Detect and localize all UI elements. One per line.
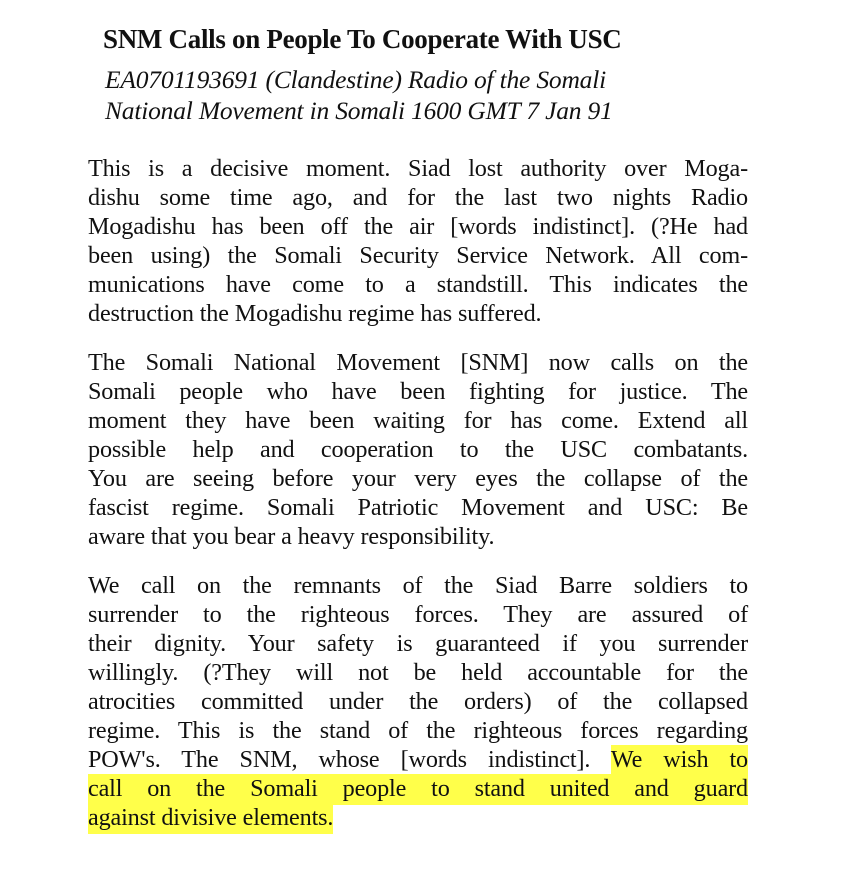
paragraph-line xyxy=(88,774,748,803)
paragraph-line: moment they have been waiting for has come. Extend all xyxy=(88,407,748,434)
plain-text: POW's. The SNM, whose [words indistinct]. xyxy=(88,746,611,773)
paragraph-line: regime. This is the stand of the righteous forces regarding xyxy=(88,717,748,744)
paragraph-line: munications have come to a standstill. This indicates the xyxy=(88,271,748,298)
paragraph-line: been using) the Somali Security Service Network. All com- xyxy=(88,242,748,269)
paragraph-line: We call on the remnants of the Siad Barre soldiers to xyxy=(88,572,748,599)
highlighted-text: against divisive elements. xyxy=(88,804,334,831)
highlighted-text: We wish to xyxy=(610,746,748,773)
article-headline: SNM Calls on People To Cooperate With USC xyxy=(103,24,622,54)
paragraph-line: dishu some time ago, and for the last two nights Radio xyxy=(88,184,748,211)
dateline-line-2: National Movement in Somali 1600 GMT 7 Jan 91 xyxy=(105,96,613,125)
paragraph-line: The Somali National Movement [SNM] now calls on the xyxy=(88,349,748,376)
article-dateline xyxy=(105,64,613,126)
paragraph-line: Somali people who have been fighting for justice. The xyxy=(88,378,748,405)
dateline-line-1: EA0701193691 (Clandestine) Radio of the Somali xyxy=(105,65,606,94)
paragraph-line: aware that you bear a heavy responsibility. xyxy=(88,523,495,550)
paragraph-line: Mogadishu has been off the air [words indistinct]. (?He had xyxy=(88,213,748,240)
paragraph-line: This is a decisive moment. Siad lost authority over Moga- xyxy=(88,155,748,182)
paragraph-line xyxy=(88,745,748,774)
paragraph-line: You are seeing before your very eyes the collapse of the xyxy=(88,465,748,492)
paragraph-line: fascist regime. Somali Patriotic Movement and USC: Be xyxy=(88,494,748,521)
paragraph-line: atrocities committed under the orders) of the collapsed xyxy=(88,688,748,715)
paragraph-2 xyxy=(88,348,748,551)
paragraph-line: their dignity. Your safety is guaranteed if you surrender xyxy=(88,630,748,657)
paragraph-3 xyxy=(88,571,748,832)
paragraph-line xyxy=(88,803,748,832)
paragraph-line: willingly. (?They will not be held accountable for the xyxy=(88,659,748,686)
highlighted-text: call on the Somali people to stand united and guard xyxy=(88,775,748,802)
paragraph-line: surrender to the righteous forces. They are assured of xyxy=(88,601,748,628)
paragraph-line: destruction the Mogadishu regime has suffered. xyxy=(88,300,542,327)
paragraph-1 xyxy=(88,154,748,328)
paragraph-line: possible help and cooperation to the USC combatants. xyxy=(88,436,748,463)
